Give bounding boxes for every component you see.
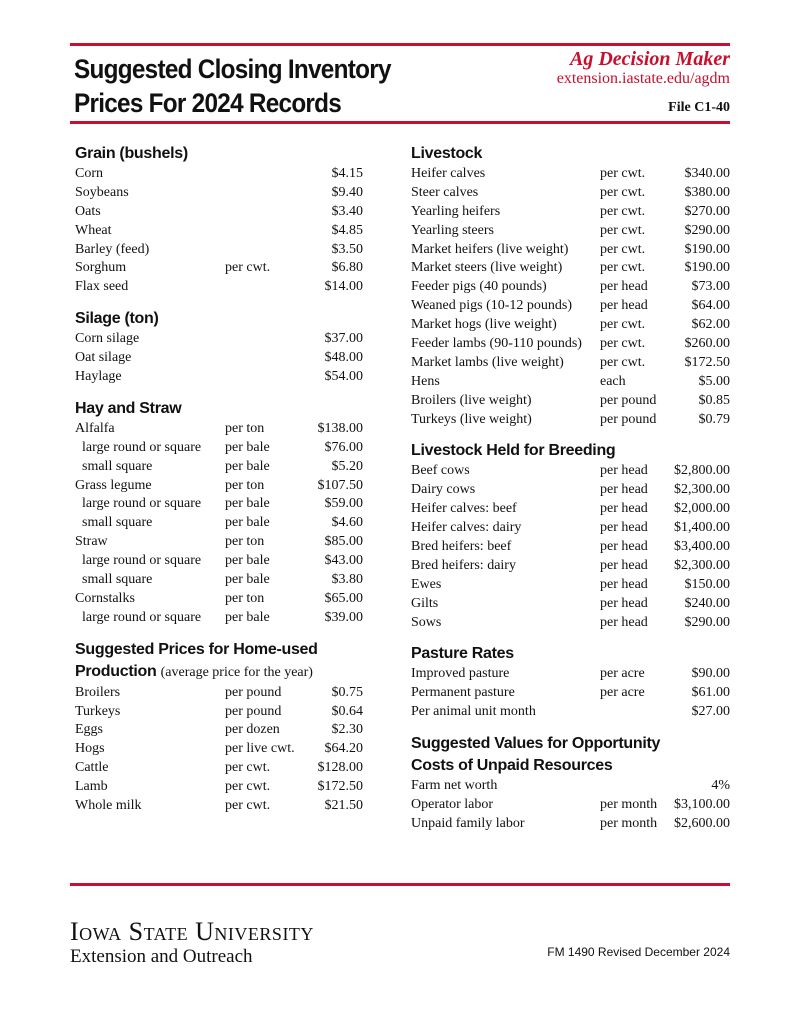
price-value: $4.60 [331,515,363,531]
price-row [75,420,363,439]
section-hay-and-straw [75,398,363,628]
section-home-used-production [75,639,363,816]
item-label: Ewes [411,576,442,592]
price-value: $5.00 [698,373,730,389]
item-label: Barley (feed) [75,241,150,257]
price-value: $14.00 [324,279,363,295]
unit-label: per head [600,279,648,295]
item-label: Sorghum [75,260,127,276]
unit-label: per bale [225,515,270,531]
price-value: $0.75 [331,684,363,700]
price-value: $340.00 [684,166,730,181]
price-row [75,477,363,496]
price-value: $62.00 [691,317,730,333]
price-value: $240.00 [684,595,730,611]
price-row [75,349,363,368]
price-row [75,203,363,222]
item-label: Bred heifers: beef [411,539,512,555]
price-value: $27.00 [691,704,730,720]
unit-label: per ton [225,420,265,436]
price-value: $3.40 [331,203,363,219]
price-value: $64.20 [324,741,363,757]
unit-label: per head [600,539,648,555]
price-row [411,462,730,481]
item-label: Eggs [75,722,103,738]
item-label: Hens [411,373,440,389]
price-list [75,420,363,628]
price-list [75,165,363,297]
price-value: $290.00 [684,614,730,630]
title-line-2: Prices For 2024 Records [74,88,342,118]
footer-rule [70,883,730,886]
unit-label: each [600,373,626,389]
unit-label: per bale [225,572,270,588]
price-row [75,740,363,759]
price-value: $61.00 [691,685,730,701]
unit-label: per pound [225,684,282,700]
price-value: $380.00 [684,184,730,200]
unit-label: per bale [225,439,270,455]
unit-label: per ton [225,534,265,550]
unit-label: per head [600,557,648,573]
unit-label: per cwt. [600,336,646,352]
price-value: $6.80 [331,260,363,276]
price-row [75,778,363,797]
unit-label [225,165,305,184]
unit-label: per cwt. [600,166,646,181]
unit-label [600,703,664,722]
unit-label: per pound [225,703,282,719]
item-label: large round or square [82,553,202,569]
unit-label: per head [600,520,648,536]
price-row [411,684,730,703]
item-label: large round or square [82,609,202,625]
section-heading [75,639,363,684]
price-value: $64.00 [691,298,730,314]
price-value: $2.30 [331,722,363,738]
price-row [411,241,730,260]
price-list [411,777,730,834]
document-reference: FM 1490 Revised December 2024 [547,945,730,959]
item-label: Market heifers (live weight) [411,241,569,257]
section-heading: Pasture Rates [411,645,514,663]
price-row [411,335,730,354]
price-value: $190.00 [684,260,730,276]
price-value: $172.50 [684,354,730,370]
price-value: $9.40 [331,184,363,200]
price-row [75,703,363,722]
item-label: Market hogs (live weight) [411,317,557,333]
section-heading: Hay and Straw [75,399,182,417]
price-value: $128.00 [317,760,363,776]
heading-line-2: Costs of Unpaid Resources [411,757,613,775]
unit-label: per bale [225,458,270,474]
price-list [75,684,363,816]
price-row [75,259,363,278]
unit-label: per head [600,576,648,592]
unit-label: per cwt. [600,317,646,333]
right-column [411,143,730,834]
price-row [75,222,363,241]
item-label: Yearling steers [411,222,494,238]
item-label: Alfalfa [75,420,115,436]
price-value: $48.00 [324,350,363,366]
price-row [411,576,730,595]
title-line-1: Suggested Closing Inventory [74,54,391,84]
unit-label [225,184,305,203]
price-row [411,665,730,684]
price-value: $0.79 [698,411,730,427]
item-label: Weaned pigs (10-12 pounds) [411,298,573,314]
price-value: $39.00 [324,609,363,625]
price-value: $85.00 [324,534,363,550]
unit-label: per month [600,815,658,831]
heading-line-2: Production [75,662,157,680]
item-label: Lamb [75,779,108,795]
unit-label: per head [600,482,648,498]
price-value: $3,100.00 [674,797,730,813]
heading-line-1: Suggested Prices for Home-used [75,640,318,658]
item-label: Unpaid family labor [411,815,525,831]
unit-label [225,222,305,241]
unit-label: per bale [225,496,270,512]
item-label: Feeder pigs (40 pounds) [411,279,547,295]
price-row [75,514,363,533]
unit-label: per bale [225,553,270,569]
price-row [75,368,363,387]
price-row [411,777,730,796]
item-label: small square [82,458,153,474]
unit-label [600,777,664,796]
price-value: $2,000.00 [674,501,730,517]
price-value: $138.00 [317,420,363,436]
brand-name: Ag Decision Maker [570,48,730,70]
price-value: $5.20 [331,458,363,474]
unit-label: per head [600,501,648,517]
header-rule [70,121,730,124]
price-value: $2,800.00 [674,463,730,479]
unit-label: per cwt. [600,354,646,370]
heading-line-1: Suggested Values for Opportunity [411,735,661,753]
section-silage [75,308,363,387]
item-label: Yearling heifers [411,203,501,219]
unit-label [225,330,305,349]
unit-label: per acre [600,666,645,682]
price-row [75,571,363,590]
unit-label: per head [600,298,648,314]
price-value: $190.00 [684,241,730,257]
unit-label: per cwt. [225,260,271,276]
section-heading [411,733,730,777]
item-label: Bred heifers: dairy [411,557,516,573]
item-label: small square [82,572,153,588]
unit-label [225,368,305,387]
price-row [411,354,730,373]
unit-label: per acre [600,685,645,701]
price-value: $2,300.00 [674,482,730,498]
unit-label: per head [600,463,648,479]
item-label: Market steers (live weight) [411,260,563,276]
item-label: Whole milk [75,798,142,814]
price-list [411,462,730,632]
unit-label: per bale [225,609,270,625]
price-value: $270.00 [684,203,730,219]
price-row [411,297,730,316]
price-row [411,703,730,722]
price-row [75,330,363,349]
item-label: Oats [75,203,101,219]
section-heading: Silage (ton) [75,310,159,328]
item-label: Sows [411,614,442,630]
price-row [411,411,730,430]
unit-label: per cwt. [600,222,646,238]
price-row [411,595,730,614]
item-label: Market lambs (live weight) [411,354,564,370]
file-number: File C1-40 [668,100,730,115]
section-heading: Livestock Held for Breeding [411,442,616,460]
item-label: Hogs [75,741,105,757]
price-row [75,495,363,514]
price-list [75,330,363,387]
price-value: $4.15 [331,166,363,181]
item-label: Turkeys [75,703,121,719]
price-row [411,278,730,297]
price-row [75,184,363,203]
brand-block [557,48,730,88]
item-label: Per animal unit month [411,704,536,720]
item-label: large round or square [82,439,202,455]
unit-label: per ton [225,590,265,606]
item-label: Corn silage [75,331,140,347]
price-value: $43.00 [324,553,363,569]
price-row [75,721,363,740]
item-label: Heifer calves [411,166,486,181]
price-row [75,241,363,260]
price-value: $90.00 [691,666,730,682]
price-row [411,815,730,834]
page-title [74,52,391,120]
section-livestock [411,143,730,429]
price-value: $150.00 [684,576,730,592]
item-label: Beef cows [411,463,470,479]
price-value: $290.00 [684,222,730,238]
unit-label: per head [600,595,648,611]
item-label: Cornstalks [75,590,135,606]
unit-label [225,203,305,222]
price-row [75,533,363,552]
heading-note: (average price for the year) [160,664,313,680]
unit-label: per cwt. [600,184,646,200]
item-label: Steer calves [411,184,479,200]
price-row [411,481,730,500]
item-label: Turkeys (live weight) [411,411,532,427]
unit-label: per cwt. [600,260,646,276]
item-label: Broilers [75,684,121,700]
price-row [75,797,363,816]
price-value: $3.80 [331,572,363,588]
item-label: Straw [75,534,108,550]
unit-label: per pound [600,392,657,408]
item-label: Dairy cows [411,482,476,498]
price-value: $73.00 [691,279,730,295]
item-label: large round or square [82,496,202,512]
item-label: Flax seed [75,279,129,295]
price-row [411,259,730,278]
price-value: 4% [711,778,730,794]
item-label: Heifer calves: beef [411,501,517,517]
price-row [75,458,363,477]
left-column [75,143,363,816]
price-value: $172.50 [317,779,363,795]
price-row [75,165,363,184]
item-label: Farm net worth [411,778,498,794]
price-value: $54.00 [324,369,363,385]
price-value: $3,400.00 [674,539,730,555]
unit-label: per live cwt. [225,741,295,757]
section-pasture [411,643,730,722]
price-row [411,222,730,241]
price-row [411,203,730,222]
price-value: $59.00 [324,496,363,512]
price-row [411,614,730,633]
price-value: $37.00 [324,331,363,347]
price-value: $2,300.00 [674,557,730,573]
unit-label: per cwt. [225,798,271,814]
item-label: Improved pasture [411,666,510,682]
price-row [411,373,730,392]
price-row [411,519,730,538]
item-label: Heifer calves: dairy [411,520,522,536]
unit-label: per cwt. [225,760,271,776]
item-label: Cattle [75,760,109,776]
unit-label: per cwt. [600,203,646,219]
unit-label: per dozen [225,722,280,738]
price-row [411,165,730,184]
price-value: $260.00 [684,336,730,352]
price-row [411,500,730,519]
price-row [75,609,363,628]
price-row [75,759,363,778]
item-label: Grass legume [75,477,152,493]
price-row [411,557,730,576]
price-row [75,684,363,703]
section-grain [75,143,363,297]
top-rule [70,43,730,46]
item-label: Soybeans [75,184,129,200]
price-row [411,392,730,411]
unit-label: per month [600,797,658,813]
price-value: $21.50 [324,798,363,814]
price-value: $76.00 [324,439,363,455]
price-row [411,538,730,557]
unit-label [225,278,305,297]
price-value: $65.00 [324,590,363,606]
section-opportunity-costs [411,733,730,834]
price-row [75,278,363,297]
section-heading: Livestock [411,145,483,162]
unit-label: per cwt. [225,779,271,795]
item-label: Oat silage [75,350,132,366]
section-heading: Grain (bushels) [75,145,188,162]
item-label: Broilers (live weight) [411,392,532,408]
unit-label: per head [600,614,648,630]
item-label: small square [82,515,153,531]
unit-label: per ton [225,477,265,493]
section-breeding [411,440,730,632]
price-row [75,590,363,609]
item-label: Operator labor [411,797,494,813]
price-value: $1,400.00 [674,520,730,536]
item-label: Feeder lambs (90-110 pounds) [411,336,582,352]
item-label: Haylage [75,369,122,385]
price-value: $2,600.00 [674,815,730,831]
university-logo [70,918,314,968]
item-label: Gilts [411,595,439,611]
university-name: Iowa State University [70,917,314,946]
price-value: $4.85 [331,222,363,238]
unit-label [225,349,305,368]
price-row [411,316,730,335]
price-list [411,165,730,429]
price-row [75,552,363,571]
item-label: Corn [75,166,103,181]
unit-label [225,241,305,260]
brand-url[interactable]: extension.iastate.edu/agdm [556,70,730,87]
price-list [411,665,730,722]
price-row [411,184,730,203]
university-unit: Extension and Outreach [70,946,253,967]
price-row [411,796,730,815]
price-row [75,439,363,458]
price-value: $107.50 [317,477,363,493]
item-label: Permanent pasture [411,685,515,701]
price-value: $0.64 [331,703,363,719]
price-value: $0.85 [698,392,730,408]
unit-label: per pound [600,411,657,427]
price-value: $3.50 [331,241,363,257]
item-label: Wheat [75,222,112,238]
unit-label: per cwt. [600,241,646,257]
